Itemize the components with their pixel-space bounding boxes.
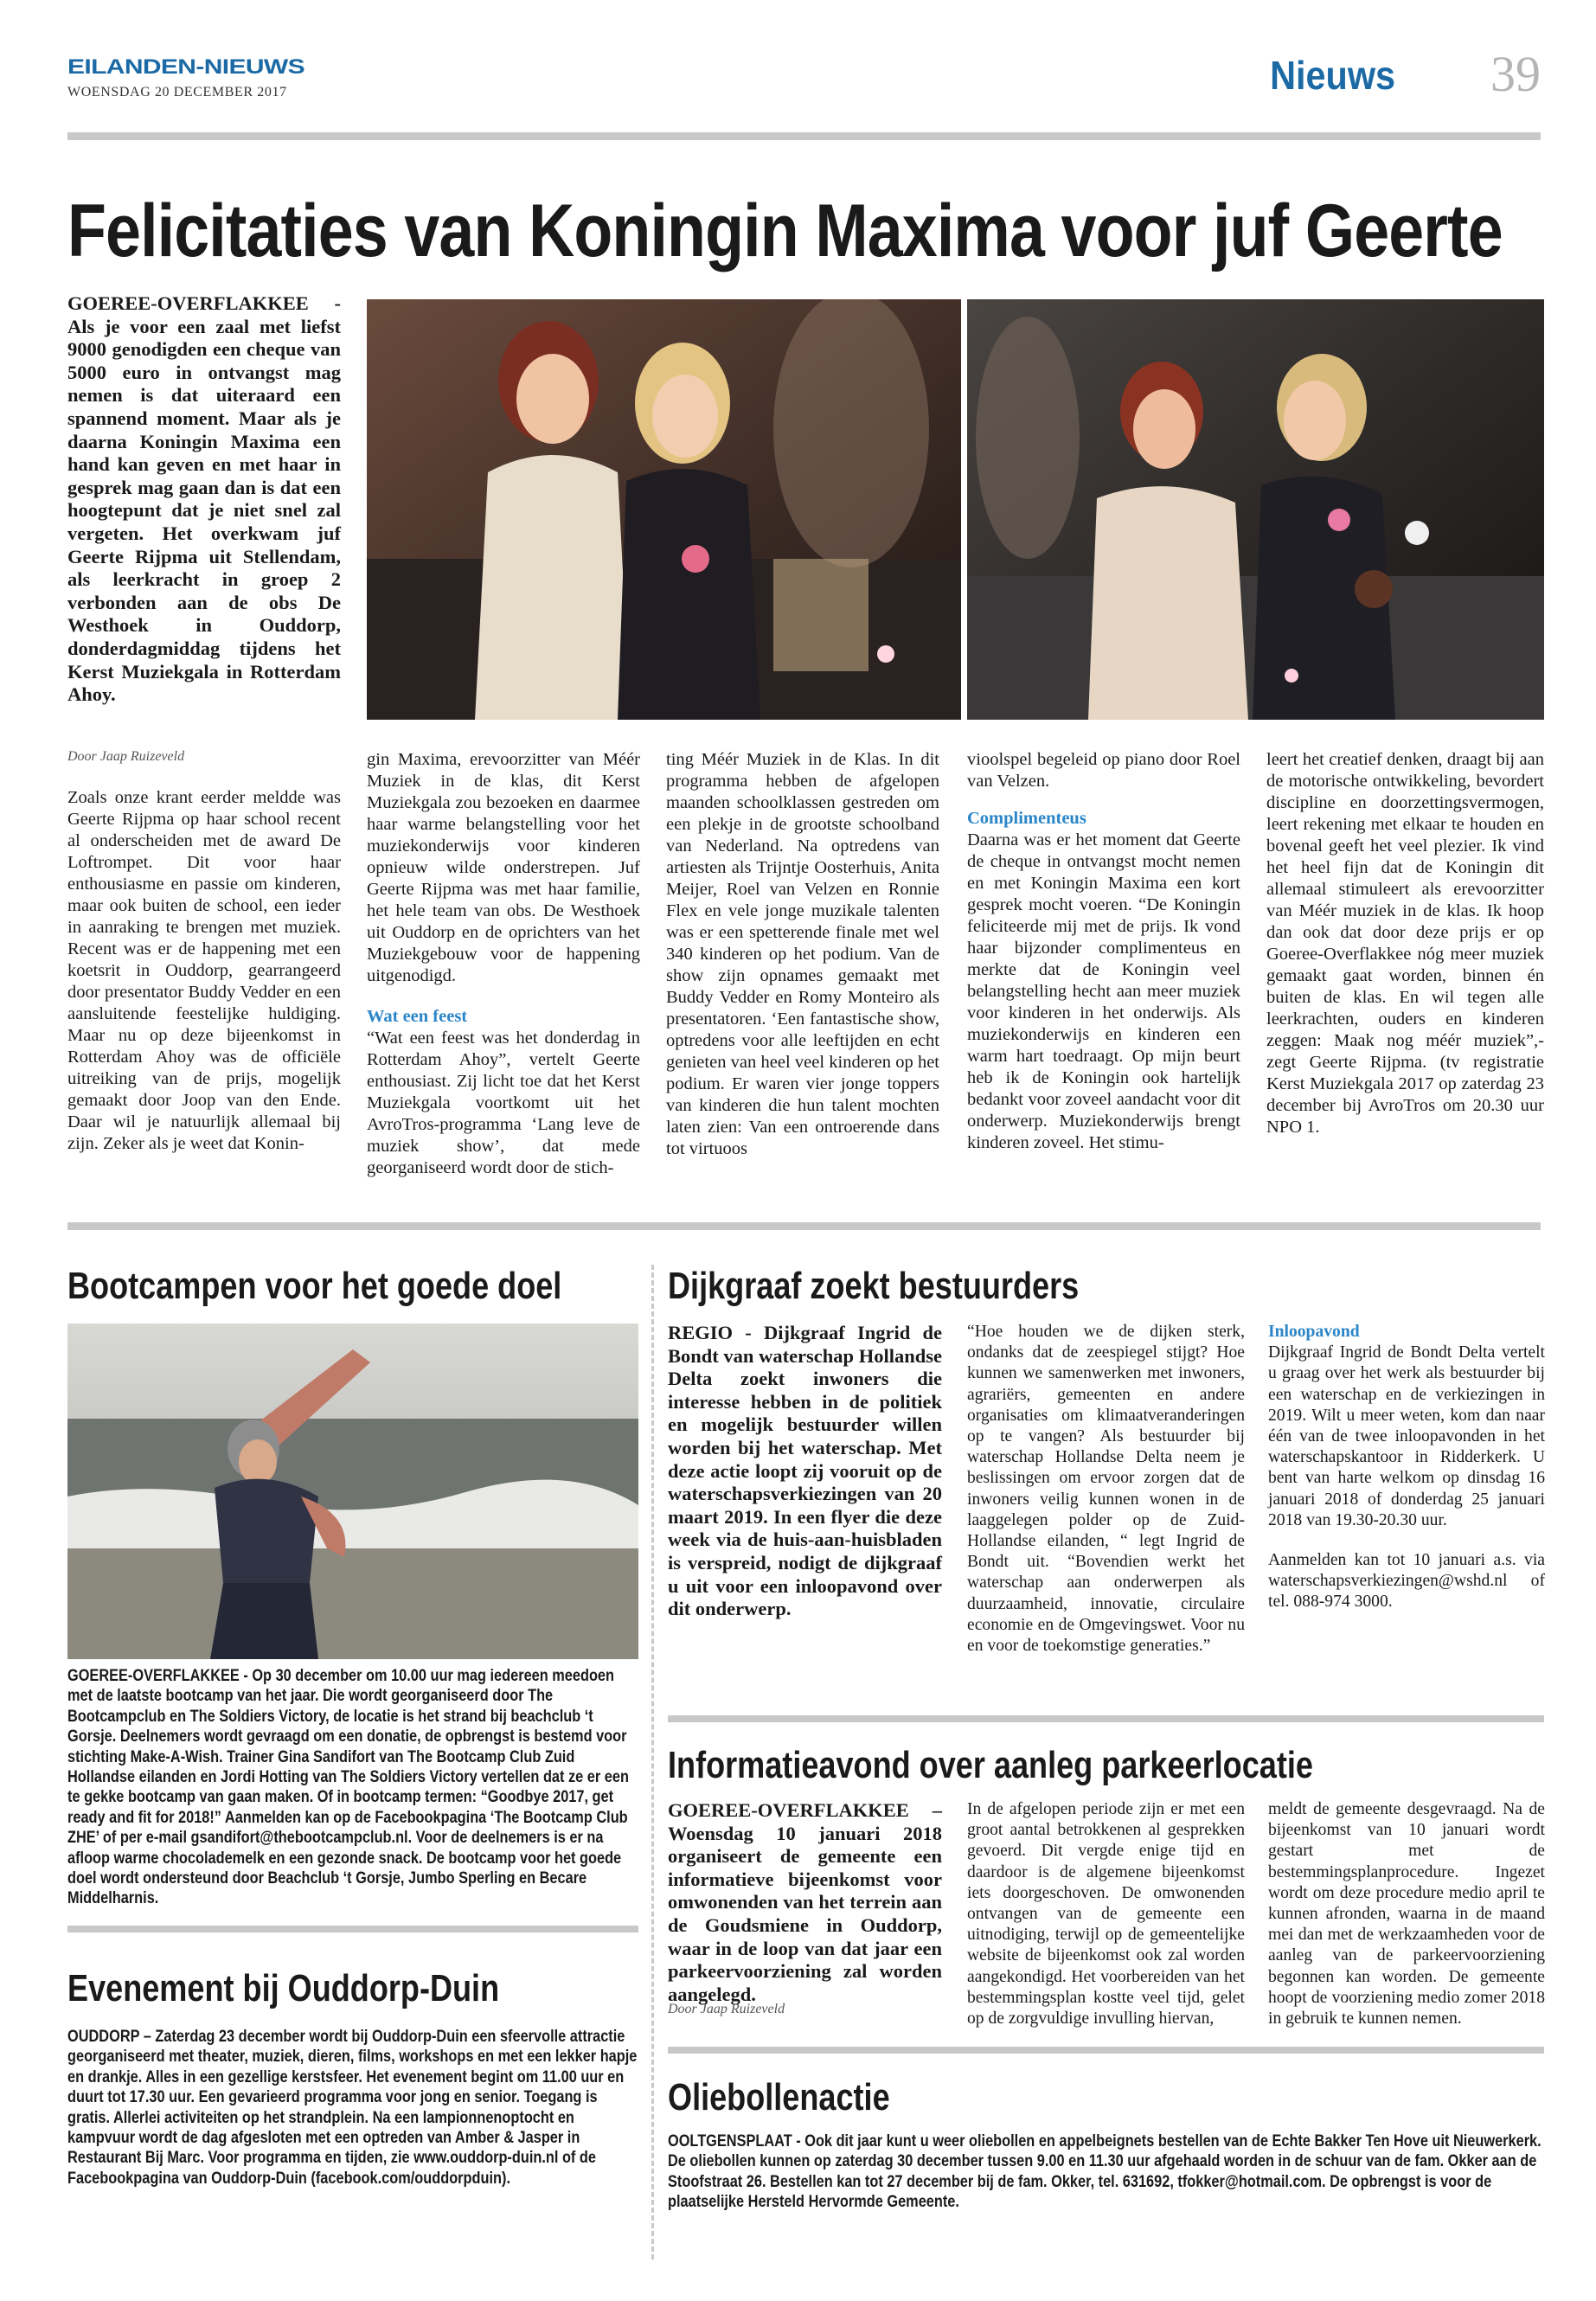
main-byline: Door Jaap Ruizeveld <box>67 749 185 764</box>
main-col-2 <box>367 749 640 1179</box>
main-col-3: ting Méér Muziek in de Klas. In dit programma hebben de afgelopen maanden schoolklassen gestreden om een plekje in de grootste schoolband van Nederland. Na optredens van artiesten als Trijntje Oosterhuis, Anita Meijer, Roel van Velzen en Ronnie Flex en vele jonge muzikale talenten was er een spetterende finale met wel 340 kinderen op het podium. Van de show zijn opnames gemaakt met Buddy Vedder en Romy Monteiro als presentatoren. ‘Een fantastische show, optredens voor alle leeftijden en echt genieten van heel veel kinderen op het podium. Er waren vier jonge toppers van kinderen die hun talent mochten laten zien: Van een ontroerende dans tot virtuoos <box>666 750 939 1158</box>
photo-geerte-maxima-1 <box>367 299 961 720</box>
main-subhead-2: Complimenteus <box>967 809 1086 828</box>
dijkgraaf-subhead: Inloopavond <box>1268 1323 1360 1341</box>
evenement-headline: Evenement bij Ouddorp-Duin <box>67 1967 500 2009</box>
section-title: Nieuws <box>1270 53 1395 98</box>
column-separator <box>651 1265 654 2259</box>
section-rule-1 <box>67 1222 1541 1230</box>
main-col-2-text-b: “Wat een feest was het donderdag in Rotterdam Ahoy”, vertelt Geerte enthousiast. Zij licht toe dat het Kerst Muziekgala voortkomt uit het AvroTros-programma ‘Lang leve de muziek show’, dat mede georganiseerd wordt door de stich- <box>367 1029 640 1177</box>
main-lead: GOEREE-OVERFLAKKEE - Als je voor een zaal met liefst 9000 genodigden een cheque van 5000 euro in ontvangst mag nemen is dat uiteraard een spannend moment. Maar als je daarna Koningin Maxima een hand kan geven en met haar in gesprek mag gaan dan is dat een hoogtepunt dat je niet snel zal vergeten. Het overkwam juf Geerte Rijpma uit Stellendam, als leerkracht in groep 2 verbonden aan de obs De Westhoek in Ouddorp, donderdagmiddag tijdens het Kerst Muziekgala in Rotterdam Ahoy. <box>67 292 341 706</box>
main-col-4-text-b: Daarna was er het moment dat Geerte de cheque in ontvangst mocht nemen en met Koningin Maxima een kort gesprek mocht voeren. “De Koningin feliciteerde mij met de prijs. Ik vond haar bijzonder complimenteus en merkte dat de Koningin veel belangstelling hecht aan meer muziek voor kinderen in het onderwijs. Als muziekonderwijs en kinderen een warm hart toedraagt. Op mijn beurt heb ik de Koningin ook hartelijk bedankt voor zoveel aandacht voor dit onderwerp. Muziekonderwijs brengt kinderen zoveel. Het stimu- <box>967 830 1240 1152</box>
parkeer-lead: GOEREE-OVERFLAKKEE – Woensdag 10 januari 2018 organiseert de gemeente een informatieve bijeenkomst voor omwonenden van het terrein aan de Goudsmiene in Ouddorp, waar in de loop van dat jaar een parkeervoorziening zal worden aangelegd. <box>668 1799 942 2005</box>
parkeer-byline: Door Jaap Ruizeveld <box>668 2002 785 2016</box>
main-col-4-text: vioolspel begeleid op piano door Roel van Velzen. <box>967 750 1240 791</box>
dijkgraaf-headline: Dijkgraaf zoekt bestuurders <box>668 1265 1080 1307</box>
parkeer-col-3: meldt de gemeente desgevraagd. Na de bijeenkomst van 10 januari wordt gestart met de bestemmingsplanprocedure. Ingezet wordt om deze procedure medio april te kunnen afronden, waarna in de maand mei dan met de werkzaamheden voor de aanleg van de parkeervoorziening begonnen kan worden. De gemeente hoopt de voorziening medio zomer 2018 in gebruik te kunnen nemen. <box>1268 1800 1545 2029</box>
photo-image <box>367 299 961 720</box>
dijkgraaf-col-3 <box>1268 1322 1545 1613</box>
dijkgraaf-col-3-text: Dijkgraaf Ingrid de Bondt Delta vertelt u graag over het werk als bestuurder bij een waterschap en de verkiezingen in 2019. Wilt u meer weten, kom dan naar één van de twee inloopavonden in het waterschapskantoor in Ridderkerk. U bent van harte welkom op dinsdag 16 januari 2018 of donderdag 25 januari 2018 van 19.30-20.30 uur. <box>1268 1343 1545 1529</box>
photo-image <box>967 299 1544 720</box>
bootcamp-text: GOEREE-OVERFLAKKEE - Op 30 december om 10.00 uur mag iedereen meedoen met de laatste bootcamp van het jaar. Die wordt georganiseerd door The Bootcampclub en The Soldiers Victory, de locatie is het strand bij beachclub ‘t Gorsje. Deelnemers wordt gevraagd om een donatie, de opbrengst is bestemd voor stichting Make-A-Wish. Trainer Gina Sandifort van The Bootcamp Club Zuid Hollandse eilanden en Jordi Hotting van The Soldiers Victory vertellen dat ze er een te gekke bootcamp van gaan maken. Of in bootcamp termen: “Goodbye 2017, get ready and fit for 2018!” Aanmelden kan op de Facebookpagina ‘The Bootcamp Club ZHE’ of per e-mail gsandifort@thebootcampclub.nl. Voor de deelnemers is er na afloop warme chocolademelk en een gezonde snack. De bootcamp voor het goede doel wordt ondersteund door Beachclub ‘t Gorsje, Jumbo Sperling en Becare Middelharnis. <box>67 1667 629 1908</box>
parkeer-col-2: In de afgelopen periode zijn er met een groot aantal betrokkenen al gesprekken gevoerd. Dit vergde enige tijd en daardoor is de algemene bijeenkomst iets doorgeschoven. De omwonenden ontvangen van de gemeente een uitnodiging, terwijl op de gemeentelijke website de bijeenkomst ook zal worden aangekondigd. Het voorbereiden van het bestemmingsplan kostte veel tijd, gelet op de zorgvuldige invulling hiervan, <box>967 1800 1245 2029</box>
photo-geerte-maxima-2 <box>967 299 1544 720</box>
main-subhead-1: Wat een feest <box>367 1007 468 1026</box>
dijkgraaf-col-2: “Hoe houden we de dijken sterk, ondanks dat de zeespiegel stijgt? Hoe kunnen we samenwerken met inwoners, agrariërs, gemeenten en andere organisaties om klimaatveranderingen op te vangen? Als bestuurder bij waterschap Hollandse Delta neem je beslissingen om ervoor zorgen dat de inwoners veilig kunnen wonen in de laaggelegen polder op de Zuid-Hollandse eilanden, “ legt Ingrid de Bondt uit. “Bovendien werkt het waterschap aan onderwerpen als duurzaamheid, innovatie, circulaire economie en de Omgevingswet. Voor nu en voor de toekomstige generaties.” <box>967 1323 1245 1656</box>
parkeer-headline: Informatieavond over aanleg parkeerlocatie <box>668 1744 1313 1786</box>
main-col-4 <box>967 749 1240 1154</box>
page-number: 39 <box>1490 46 1541 102</box>
oliebollen-text: OOLTGENSPLAAT - Ook dit jaar kunt u weer oliebollen en appelbeignets bestellen van de Echte Bakker Ten Hove uit Nieuwerkerk. De oliebollen kunnen op zaterdag 30 december tussen 9.00 en 11.30 uur afgehaald worden in de schuur van de fam. Okker aan de Stoofstraat 26. Bestellen kan tot 27 december bij de fam. Okker, tel. 631692, tfokker@hotmail.com. De opbrengst is voor de plaatselijke Hersteld Hervormde Gemeente. <box>668 2132 1542 2212</box>
bootcamp-rule <box>67 1926 638 1932</box>
bootcamp-photo <box>67 1324 638 1659</box>
main-headline: Felicitaties van Koningin Maxima voor juf Geerte <box>67 189 1503 272</box>
parkeer-rule <box>668 2047 1544 2054</box>
header-rule <box>67 132 1541 140</box>
main-col-2-text: gin Maxima, erevoorzitter van Méér Muziek in de klas, dit Kerst Muziekgala zou bezoeken en daarmee haar warme belangstelling voor het muziekonderwijs voor kinderen opnieuw wilde onderstrepen. Juf Geerte Rijpma was met haar familie, het hele team van obs. De Westhoek uit Ouddorp en de oprichters van het Muziekgebouw voor de happening uitgenodigd. <box>367 750 640 985</box>
evenement-text: OUDDORP – Zaterdag 23 december wordt bij Ouddorp-Duin een sfeervolle attractie georganiseerd met theater, muziek, dieren, films, workshops en met een lekker hapje en drankje. Alles in een gezellige kerstsfeer. Het evenement begint om 11.00 uur en duurt tot 17.30 uur. Een gevarieerd programma voor jong en senior. Toegang is gratis. Allerlei activiteiten op het strandplein. Na een lampionnenoptocht en kampvuur wordt de dag afgesloten met een optreden van Amber & Jasper in Restaurant Bij Marc. Voor programma en tijden, zie www.ouddorp-duin.nl of de Facebookpagina van Ouddorp-Duin (facebook.com/ouddorpduin). <box>67 2028 638 2188</box>
bootcamp-headline: Bootcampen voor het goede doel <box>67 1265 562 1307</box>
dijkgraaf-col-3-text-b: Aanmelden kan tot 10 januari a.s. via waterschapsverkiezingen@wshd.nl of tel. 088-974 3000. <box>1268 1551 1545 1612</box>
main-col-5: leert het creatief denken, draagt bij aan de motorische ontwikkeling, bevordert discipline en doorzettingsvermogen, leert rekening met elkaar te houden en bovenal geeft het veel plezier. Ik vind het heel fijn dat de Koningin dit allemaal stimuleert als erevoorzitter van Méér muziek in de klas. Ik hoop dan ook dat door deze prijs er op Goeree-Overflakkee nóg meer muziek gemaakt gaat worden, binnen én buiten de klas. En wil tegen alle leerkrachten, ouders en kinderen zeggen: Maak nog méér muziek”,- zegt Geerte Rijpma. (tv registratie Kerst Muziekgala 2017 op zaterdag 23 december bij AvroTros om 20.30 uur NPO 1. <box>1266 750 1544 1137</box>
dijkgraaf-lead: REGIO - Dijkgraaf Ingrid de Bondt van waterschap Hollandse Delta zoekt inwoners die interesse hebben in de politiek en mogelijk bestuurder willen worden bij het waterschap. Met deze actie loopt zij vooruit op de waterschapsverkiezingen van 20 maart 2019. In een flyer die deze week via de huis-aan-huisbladen is verspreid, nodigt de dijkgraaf u uit voor een inloopavond over dit onderwerp. <box>668 1322 942 1620</box>
photo-image <box>67 1324 638 1659</box>
oliebollen-headline: Oliebollenactie <box>668 2076 890 2118</box>
masthead-logo: EILANDEN-NIEUWS <box>67 55 304 79</box>
main-col-1: Zoals onze krant eerder meldde was Geerte Rijpma op haar school recent al onderscheiden met de award De Loftrompet. Dit voor haar enthousiasme en passie om kinderen, maar ook buiten de school, een ieder in aanraking te brengen met muziek. Recent was er de happening met een koetsrit in Ouddorp, gearrangeerd door presentator Buddy Vedder en een aansluitende feestelijke huldiging. Maar nu op deze bijeenkomst in Rotterdam Ahoy was de officiële uitreiking van de prijs, mogelijk gemaakt door Joop van den Ende. Daar wil je natuurlijk allemaal bij zijn. Zeker als je weet dat Konin- <box>67 788 341 1153</box>
dijkgraaf-rule <box>668 1715 1544 1722</box>
issue-date: WOENSDAG 20 DECEMBER 2017 <box>67 85 287 99</box>
